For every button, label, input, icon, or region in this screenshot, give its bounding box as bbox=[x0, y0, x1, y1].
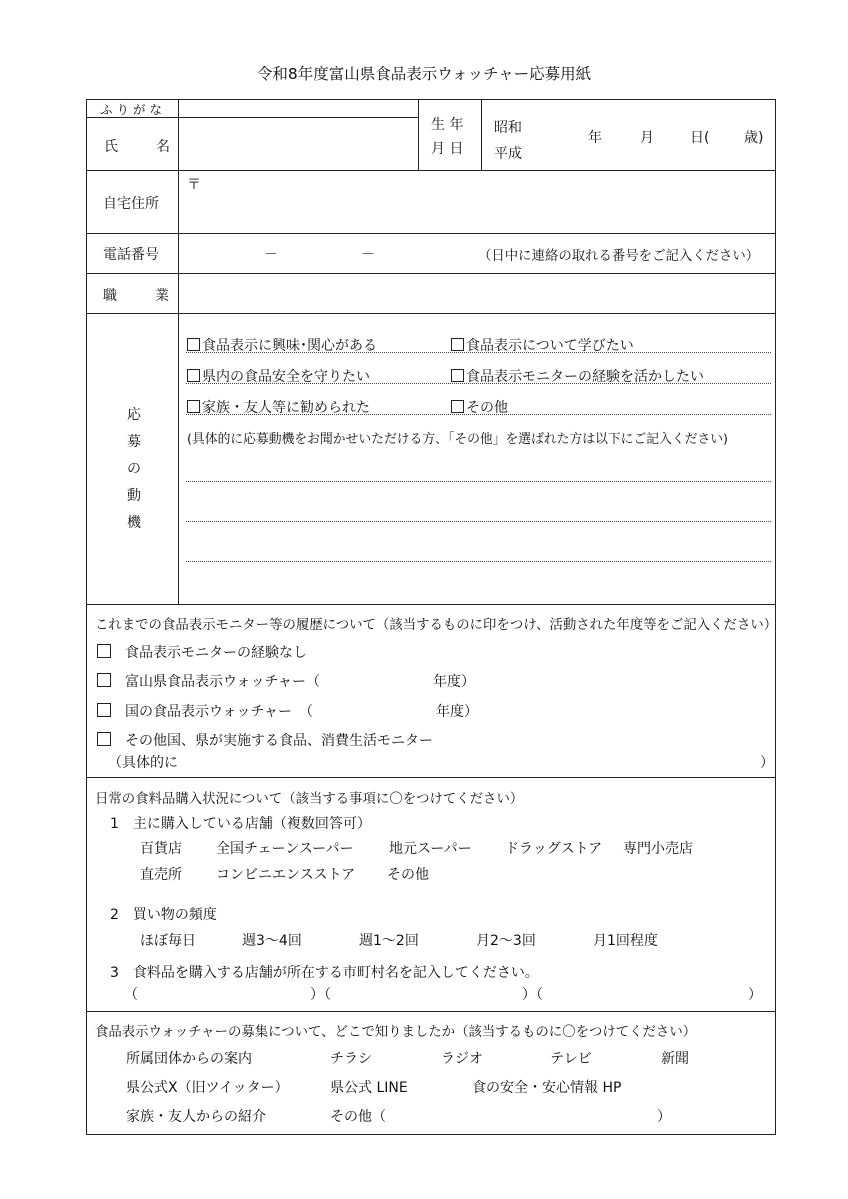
history-item-other-label: その他国、県が実施する食品、消費生活モニター bbox=[125, 733, 433, 749]
address-field[interactable] bbox=[180, 172, 774, 232]
source-heading: 食品表示ウォッチャーの募集について、どこで知りましたか（該当するものに〇をつけてください） bbox=[95, 1025, 697, 1040]
city-paren-close: ） bbox=[748, 987, 762, 1003]
city-paren-open: （ bbox=[124, 987, 138, 1003]
frequency-option-3-4-weekly[interactable]: 週3～4回 bbox=[242, 933, 302, 949]
phone-note: （日中に連絡の取れる番号をご記入ください） bbox=[478, 249, 760, 264]
phone-dash-2: － bbox=[361, 247, 375, 263]
checkbox-icon bbox=[97, 644, 111, 658]
motive-option-5-label: 家族・友人等に勧められた bbox=[202, 400, 370, 416]
city-field-3[interactable] bbox=[560, 984, 750, 1002]
city-field-1[interactable] bbox=[140, 984, 310, 1002]
phone-label: 電話番号 bbox=[103, 247, 159, 263]
birth-label-line1: 生 年 bbox=[431, 117, 464, 133]
history-item-toyama[interactable] bbox=[97, 671, 320, 691]
birth-year-unit: 年 bbox=[588, 130, 602, 146]
store-option-specialty[interactable]: 専門小売店 bbox=[623, 841, 693, 857]
motive-option-2-label: 食品表示について学びたい bbox=[466, 338, 634, 354]
source-option-line[interactable]: 県公式 LINE bbox=[330, 1080, 408, 1096]
source-option-radio[interactable]: ラジオ bbox=[441, 1051, 483, 1067]
history-item-national[interactable] bbox=[97, 701, 313, 721]
motive-write-line-3 bbox=[186, 561, 771, 562]
furigana-label: ふりがな bbox=[100, 102, 167, 117]
motive-write-line-2 bbox=[186, 521, 771, 522]
history-heading: これまでの食品表示モニター等の履歴について（該当するものに印をつけ、活動された年度等をご記入ください） bbox=[95, 618, 778, 633]
checkbox-icon bbox=[187, 369, 200, 382]
motive-label bbox=[126, 402, 142, 537]
birth-label-right-border bbox=[481, 99, 482, 170]
source-option-hp[interactable]: 食の安全・安心情報 HP bbox=[472, 1080, 622, 1096]
checkbox-icon bbox=[97, 673, 111, 687]
checkbox-icon bbox=[187, 400, 200, 413]
source-option-newspaper[interactable]: 新聞 bbox=[661, 1051, 689, 1067]
label-column-divider bbox=[178, 99, 179, 604]
purchase-q1: 1 主に購入している店舗（複数回答可） bbox=[110, 816, 371, 832]
store-option-department[interactable]: 百貨店 bbox=[140, 841, 182, 857]
city-paren-mid-2: ）（ bbox=[522, 987, 543, 1003]
furigana-field[interactable] bbox=[180, 100, 416, 116]
phone-row-bottom bbox=[86, 273, 776, 274]
history-detail-close: ） bbox=[760, 755, 774, 771]
motive-label-text: 応募の動機 bbox=[127, 407, 141, 531]
store-option-drugstore[interactable]: ドラッグストア bbox=[505, 841, 603, 857]
checkbox-icon bbox=[187, 338, 200, 351]
frequency-option-2-3-monthly[interactable]: 月2～3回 bbox=[476, 933, 536, 949]
phone-field[interactable] bbox=[180, 235, 480, 272]
motive-option-4-label: 食品表示モニターの経験を活かしたい bbox=[466, 369, 704, 385]
motive-write-line-1 bbox=[186, 481, 771, 482]
birth-month-unit: 月 bbox=[640, 130, 654, 146]
page-title: 令和8年度富山県食品表示ウォッチャー応募用紙 bbox=[256, 65, 592, 83]
age-unit: 歳) bbox=[744, 130, 764, 146]
frequency-option-1-2-weekly[interactable]: 週1～2回 bbox=[359, 933, 419, 949]
name-field[interactable] bbox=[180, 119, 416, 169]
source-other-close: ） bbox=[657, 1109, 671, 1125]
store-option-national-chain[interactable]: 全国チェーンスーパー bbox=[216, 841, 354, 857]
store-option-direct-sales[interactable]: 直売所 bbox=[140, 867, 182, 883]
frequency-option-1-monthly[interactable]: 月1回程度 bbox=[593, 933, 658, 949]
checkbox-icon bbox=[97, 703, 111, 717]
history-item-national-label: 国の食品表示ウォッチャー （ bbox=[125, 704, 314, 720]
motive-dotted-line-1 bbox=[186, 352, 771, 353]
source-option-other[interactable]: その他（ bbox=[330, 1109, 386, 1125]
motive-dotted-line-3 bbox=[186, 414, 771, 415]
birth-label-line2: 月 日 bbox=[431, 141, 464, 157]
birth-day-unit: 日( bbox=[690, 130, 710, 146]
history-item-other[interactable] bbox=[97, 730, 433, 750]
address-row-bottom bbox=[86, 233, 776, 234]
history-item-none-label: 食品表示モニターの経験なし bbox=[125, 645, 307, 661]
checkbox-icon bbox=[451, 369, 464, 382]
job-field[interactable] bbox=[180, 275, 774, 312]
phone-dash-1: － bbox=[264, 247, 278, 263]
store-option-convenience[interactable]: コンビニエンスストア bbox=[216, 867, 356, 883]
source-option-x[interactable]: 県公式X（旧ツイッター） bbox=[126, 1080, 289, 1096]
purchase-q2: 2 買い物の頻度 bbox=[110, 907, 217, 923]
source-option-flyer[interactable]: チラシ bbox=[330, 1051, 372, 1067]
frequency-option-daily[interactable]: ほぼ毎日 bbox=[140, 933, 196, 949]
motive-option-3-label: 県内の食品安全を守りたい bbox=[202, 369, 370, 385]
motive-dotted-line-2 bbox=[186, 383, 771, 384]
era-heisei-option[interactable]: 平成 bbox=[494, 146, 522, 162]
motive-detail-field[interactable] bbox=[186, 455, 771, 565]
name-label: 氏 名 bbox=[104, 139, 182, 155]
job-label: 職 業 bbox=[103, 288, 181, 304]
source-option-family[interactable]: 家族・友人からの紹介 bbox=[126, 1109, 266, 1125]
address-label: 自宅住所 bbox=[103, 196, 159, 212]
birth-label-left-border bbox=[418, 99, 419, 170]
history-toyama-year-suffix: 年度） bbox=[433, 674, 475, 690]
history-section-bottom bbox=[86, 777, 776, 778]
store-option-local-super[interactable]: 地元スーパー bbox=[389, 841, 472, 857]
city-paren-mid-1: ）（ bbox=[310, 987, 331, 1003]
purchase-section-bottom bbox=[86, 1011, 776, 1012]
city-field-2[interactable] bbox=[345, 984, 520, 1002]
history-item-none[interactable] bbox=[97, 642, 307, 662]
purchase-heading: 日常の食料品購入状況について（該当する事項に〇をつけてください） bbox=[95, 792, 524, 807]
motive-option-6-label: その他 bbox=[466, 400, 508, 416]
source-option-tv[interactable]: テレビ bbox=[550, 1051, 592, 1067]
history-item-toyama-label: 富山県食品表示ウォッチャー（ bbox=[125, 674, 321, 690]
checkbox-icon bbox=[451, 338, 464, 351]
checkbox-icon bbox=[97, 732, 111, 746]
checkbox-icon bbox=[451, 400, 464, 413]
store-option-other[interactable]: その他 bbox=[387, 867, 429, 883]
name-row-bottom bbox=[86, 170, 776, 171]
motive-option-1-label: 食品表示に興味･関心がある bbox=[202, 338, 377, 354]
job-row-bottom bbox=[86, 313, 776, 314]
motive-note: (具体的に応募動機をお聞かせいただける方、「その他」を選ばれた方は以下にご記入ください) bbox=[187, 432, 729, 447]
motive-row-bottom bbox=[86, 604, 776, 605]
history-detail-open: （具体的に bbox=[108, 755, 178, 771]
history-national-year-suffix: 年度） bbox=[436, 704, 478, 720]
era-showa-option[interactable]: 昭和 bbox=[494, 120, 522, 136]
source-other-field[interactable] bbox=[390, 1106, 655, 1124]
postal-mark: 〒 bbox=[187, 177, 201, 193]
purchase-q3: 3 食料品を購入する店舗が所在する市町村名を記入してください。 bbox=[110, 965, 539, 981]
source-option-organization[interactable]: 所属団体からの案内 bbox=[126, 1051, 252, 1067]
